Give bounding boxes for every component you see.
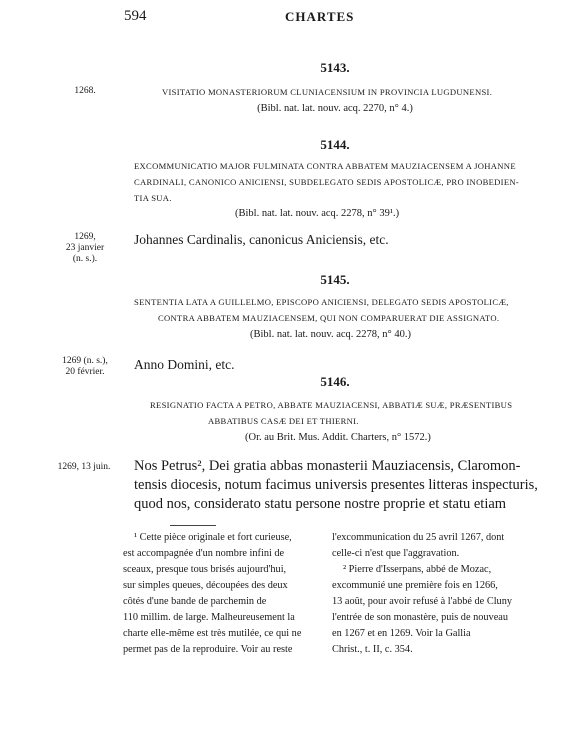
entry-number: 5146. [320, 374, 350, 389]
entry-title-line: CONTRA ABBATEM MAUZIACENSEM, QUI NON COMPARUERAT DIE ASSIGNATO. [158, 313, 500, 323]
entry-title-line: EXCOMMUNICATIO MAJOR FULMINATA CONTRA ABBATEM MAUZIACENSEM A JOHANNE [134, 161, 516, 171]
footnote-line: ¹ Cette pièce originale et fort curieuse, [134, 532, 292, 543]
footnote-rule [170, 525, 216, 526]
entry-title-line: SENTENTIA LATA A GUILLELMO, EPISCOPO ANICIENSI, DELEGATO SEDIS APOSTOLICÆ, [134, 297, 509, 307]
entry-date-line: (n. s.). [72, 254, 98, 264]
entry-lead-text: Anno Domini, etc. [134, 357, 235, 372]
entry-title-line: TIA SUA. [134, 193, 172, 203]
footnote-line: ² Pierre d'Isserpans, abbé de Mozac, [343, 564, 492, 575]
footnote-line: en 1267 et en 1269. Voir la Gallia [332, 628, 471, 639]
entry-title-line: RESIGNATIO FACTA A PETRO, ABBATE MAUZIACENSI, ABBATIÆ SUÆ, PRÆSENTIBUS [150, 400, 513, 410]
body-line: quod nos, considerato statu persone nostre proprie et statu etiam [134, 496, 507, 512]
entry-reference: (Or. au Brit. Mus. Addit. Charters, n° 1572.) [245, 432, 431, 443]
footnote-line: sur simples queues, découpées des deux [123, 580, 288, 591]
footnote-line: excommunié une première fois en 1266, [332, 580, 498, 591]
footnote-line: celle-ci n'est que l'aggravation. [332, 548, 460, 559]
running-title: CHARTES [285, 9, 355, 24]
entry-date-line: 1269 (n. s.), [62, 356, 108, 366]
entry-date: 1269, 13 juin. [57, 462, 111, 472]
entry-number: 5145. [320, 272, 350, 287]
footnote-line: 110 millim. de large. Malheureusement la [123, 612, 295, 623]
entry-number: 5143. [320, 60, 350, 75]
footnote-line: sceaux, presque tous brisés aujourd'hui, [123, 564, 287, 575]
footnote-line: 13 août, pour avoir refusé à l'abbé de Cluny [332, 596, 512, 607]
entry-title: VISITATIO MONASTERIORUM CLUNIACENSIUM IN PROVINCIA LUGDUNENSI. [162, 87, 493, 97]
entry-lead-text: Johannes Cardinalis, canonicus Aniciensis, etc. [134, 232, 389, 247]
footnote-line: charte elle-même est très mutilée, ce qui ne [123, 628, 302, 639]
entry-reference: (Bibl. nat. lat. nouv. acq. 2278, n° 40.) [250, 329, 411, 340]
footnote-line: l'excommunication du 25 avril 1267, dont [332, 532, 505, 543]
footnote-line: permet pas de la reproduire. Voir au reste [123, 644, 293, 655]
entry-date: 1268. [74, 86, 96, 96]
entry-reference: (Bibl. nat. lat. nouv. acq. 2270, n° 4.) [257, 103, 413, 114]
footnote-line: est accompagnée d'un nombre infini de [123, 548, 285, 559]
body-line: Nos Petrus², Dei gratia abbas monasterii Mauziacensis, Claromon- [134, 458, 521, 474]
entry-number: 5144. [320, 137, 350, 152]
body-line: tensis diocesis, notum facimus universis presentes litteras inspecturis, [134, 477, 538, 493]
entry-date-line: 1269, [74, 232, 96, 242]
entry-date-line: 23 janvier [65, 243, 105, 253]
footnote-line: l'entrée de son monastère, puis de nouveau [332, 612, 508, 623]
entry-reference: (Bibl. nat. lat. nouv. acq. 2278, n° 39¹.) [235, 208, 400, 219]
entry-title-line: CARDINALI, CANONICO ANICIENSI, SUBDELEGATO SEDIS APOSTOLICÆ, PRO INOBEDIEN- [134, 177, 520, 187]
footnote-line: côtés d'une bande de parchemin de [123, 596, 267, 607]
entry-title-line: ABBATIBUS CASÆ DEI ET THIERNI. [208, 416, 359, 426]
page-number: 594 [124, 8, 147, 24]
entry-date-line: 20 février. [65, 367, 105, 377]
footnote-line: Christ., t. II, c. 354. [332, 644, 413, 655]
